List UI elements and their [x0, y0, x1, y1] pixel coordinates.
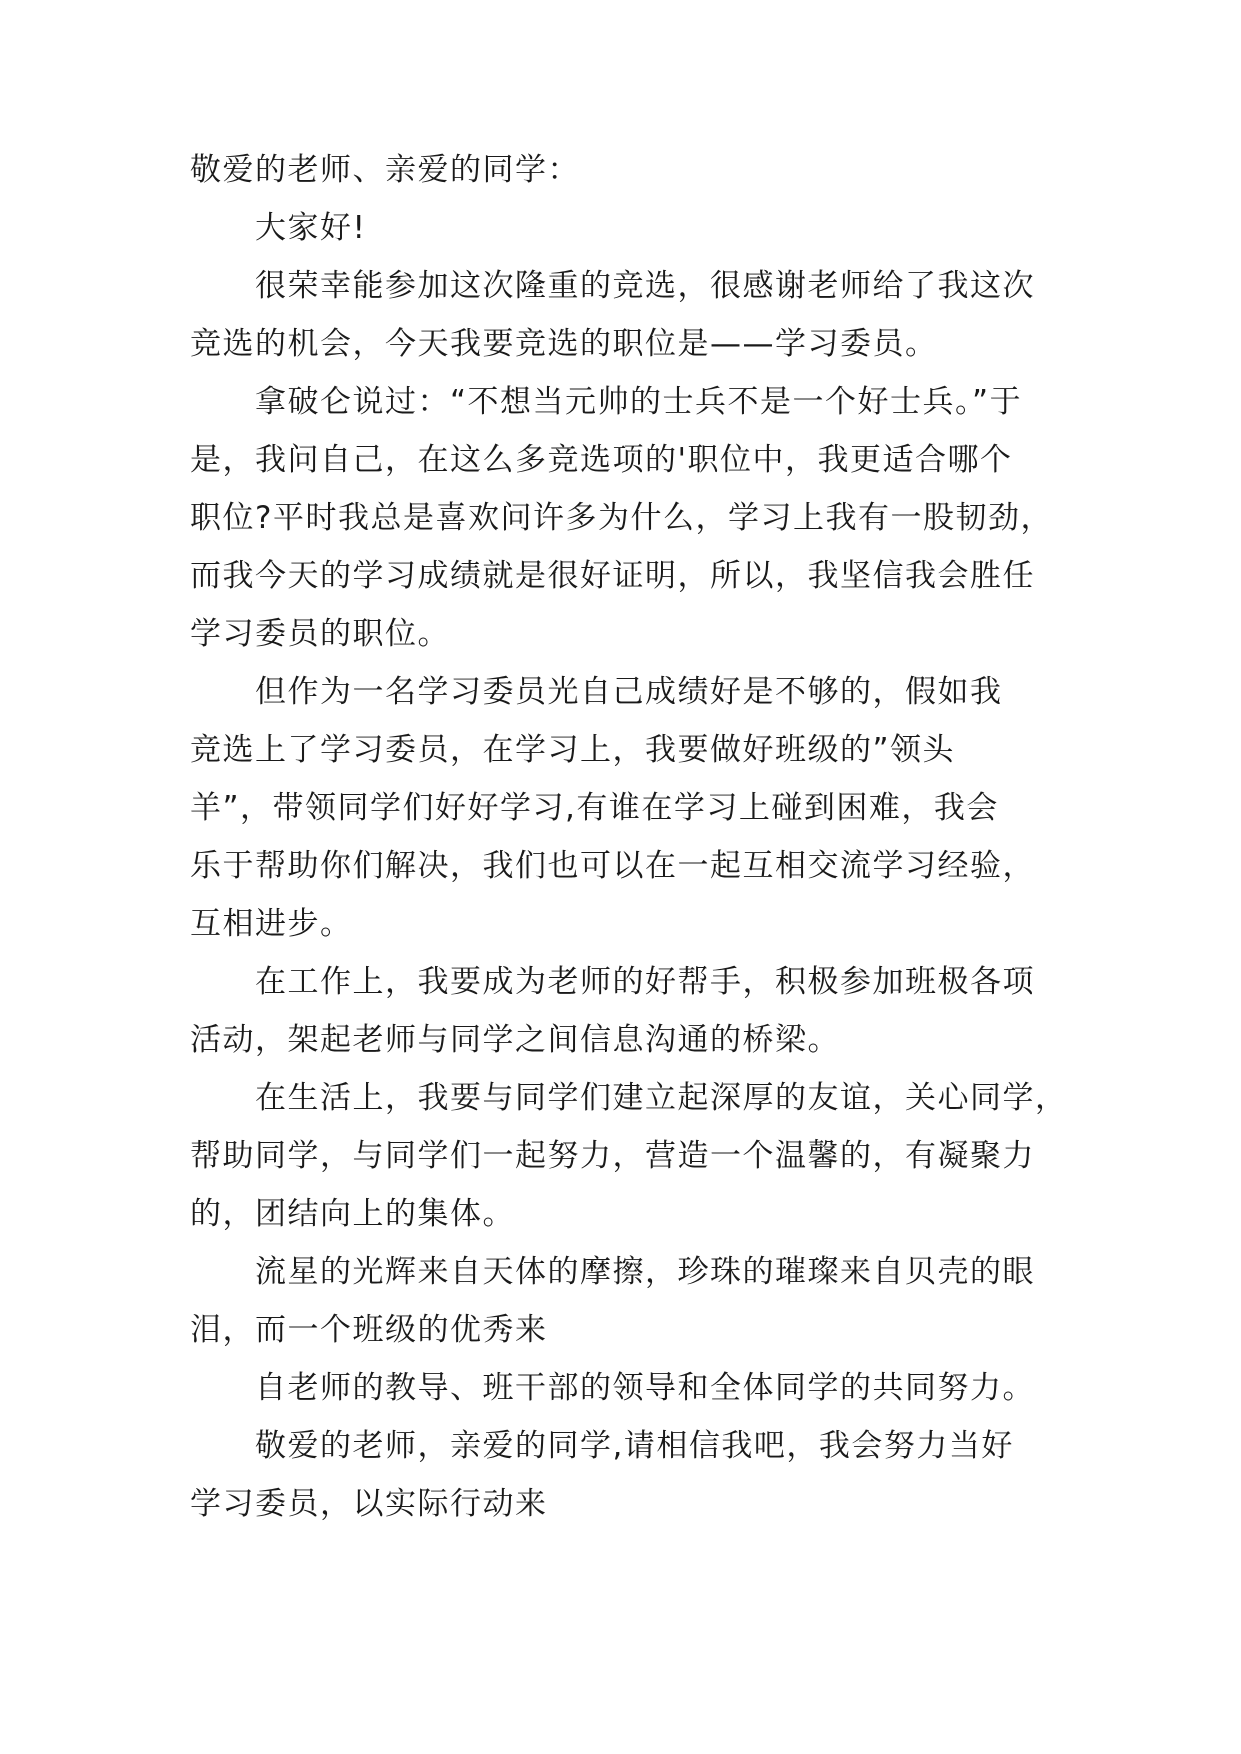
text-line: 拿破仑说过：“不想当元帅的士兵不是一个好士兵。”于 [255, 384, 1023, 420]
greeting: 大家好! [255, 210, 367, 246]
text-line: 乐于帮助你们解决，我们也可以在一起互相交流学习经验， [190, 848, 1035, 884]
text-line: 活动，架起老师与同学之间信息沟通的桥梁。 [190, 1022, 840, 1058]
text-line: 在工作上，我要成为老师的好帮手，积极参加班极各项 [255, 964, 1035, 1000]
text-line: 在生活上，我要与同学们建立起深厚的友谊，关心同学， [255, 1080, 1068, 1116]
text-line: 学习委员，以实际行动来 [190, 1486, 548, 1522]
text-line: 帮助同学，与同学们一起努力，营造一个温馨的，有凝聚力 [190, 1138, 1035, 1174]
text-line: 流星的光辉来自天体的摩擦，珍珠的璀璨来自贝壳的眼 [255, 1254, 1035, 1290]
text-line: 敬爱的老师，亲爱的同学,请相信我吧，我会努力当好 [255, 1428, 1014, 1464]
text-line: 很荣幸能参加这次隆重的竞选，很感谢老师给了我这次 [255, 268, 1035, 304]
text-line: 职位?平时我总是喜欢问许多为什么，学习上我有一股韧劲， [190, 500, 1053, 536]
text-line: 互相进步。 [190, 906, 353, 942]
text-line: 竞选的机会，今天我要竞选的职位是——学习委员。 [190, 326, 938, 362]
text-line: 的，团结向上的集体。 [190, 1196, 515, 1232]
text-line: 自老师的教导、班干部的领导和全体同学的共同努力。 [255, 1370, 1035, 1406]
salutation: 敬爱的老师、亲爱的同学： [190, 152, 580, 188]
text-line: 竞选上了学习委员，在学习上，我要做好班级的”领头 [190, 732, 956, 768]
text-line: 泪，而一个班级的优秀来 [190, 1312, 548, 1348]
text-line: 而我今天的学习成绩就是很好证明，所以，我坚信我会胜任 [190, 558, 1035, 594]
text-line: 但作为一名学习委员光自己成绩好是不够的，假如我 [255, 674, 1003, 710]
text-line: 羊”，带领同学们好好学习,有谁在学习上碰到困难，我会 [190, 790, 999, 826]
text-line: 学习委员的职位。 [190, 616, 450, 652]
text-line: 是，我问自己，在这么多竞选项的'职位中，我更适合哪个 [190, 442, 1013, 478]
